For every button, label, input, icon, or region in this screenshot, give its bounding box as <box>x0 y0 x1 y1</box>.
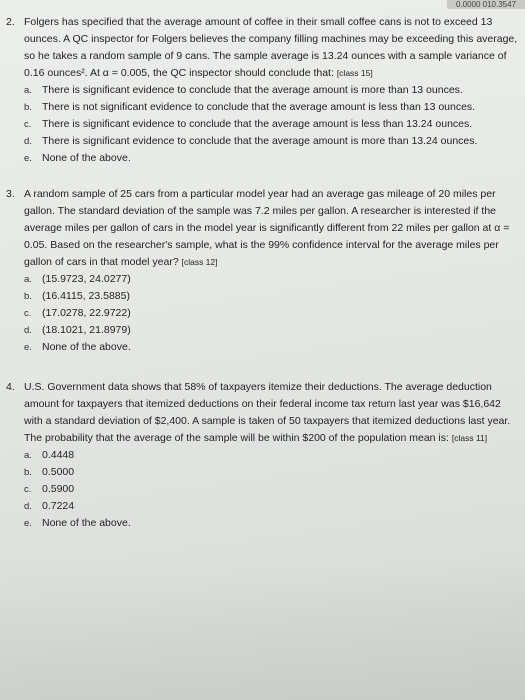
option-e: e. None of the above. <box>24 152 131 164</box>
option-list <box>24 271 518 356</box>
class-tag: [class 15] <box>336 68 373 78</box>
option-c: c. 0.5900 <box>24 483 75 495</box>
option-a: a. There is significant evidence to conclude that the average amount is more than 13 ounces. <box>24 84 463 96</box>
option-e: e. None of the above. <box>24 341 131 353</box>
option-c: c. There is significant evidence to conclude that the average amount is less than 13.24 ounces. <box>24 118 473 130</box>
question-2 <box>6 14 518 167</box>
class-tag: [class 12] <box>181 257 218 267</box>
option-a: a. 0.4448 <box>24 449 75 461</box>
question-text: U.S. Government data shows that 58% of taxpayers itemize their deductions. The average deduction amount for taxpayers that itemized deductions on their federal income tax return last year was $16,642 with a standard deviation of $2,400. A sample is taken of 50 taxpayers that itemized deductions last year. The probability that the average of the sample will be within $200 of the population mean is: [class 11] <box>24 381 511 444</box>
page-shadow <box>0 560 525 700</box>
corner-label: 0.0000 010.3547 <box>447 0 525 9</box>
question-4 <box>6 379 518 532</box>
option-b: b. There is not significant evidence to conclude that the average amount is less than 13 ounces. <box>24 101 476 113</box>
option-b: b. 0.5000 <box>24 466 75 478</box>
option-a: a. (15.9723, 24.0277) <box>24 273 131 285</box>
question-number: 3. <box>6 188 15 200</box>
class-tag: [class 11] <box>451 433 488 443</box>
option-e: e. None of the above. <box>24 517 131 529</box>
question-number: 4. <box>6 381 15 393</box>
option-list <box>24 447 518 532</box>
option-d: d. (18.1021, 21.8979) <box>24 324 131 336</box>
question-text: Folgers has specified that the average amount of coffee in their small coffee cans is not to exceed 13 ounces. A QC inspector for Folgers believes the company filling machines may be exceeding this average, so he takes a random sample of 9 cans. The sample average is 13.24 ounces with a sample variance of 0.16 ounces². At α = 0.005, the QC inspector should conclude that: [class 15] <box>24 16 518 79</box>
option-c: c. (17.0278, 22.9722) <box>24 307 131 319</box>
option-list <box>24 82 518 167</box>
question-number: 2. <box>6 16 15 28</box>
question-text: A random sample of 25 cars from a particular model year had an average gas mileage of 20 miles per gallon. The standard deviation of the sample was 7.2 miles per gallon. A researcher is interested if the average miles per gallon of cars in the model year is significantly different from 22 miles per gallon at α = 0.05. Based on the researcher's sample, what is the 99% confidence interval for the average miles per gallon of cars in that model year? [class 12] <box>24 188 510 268</box>
option-d: d. 0.7224 <box>24 500 75 512</box>
option-b: b. (16.4115, 23.5885) <box>24 290 130 302</box>
option-d: d. There is significant evidence to conclude that the average amount is more than 13.24 ounces. <box>24 135 478 147</box>
question-3 <box>6 186 518 356</box>
